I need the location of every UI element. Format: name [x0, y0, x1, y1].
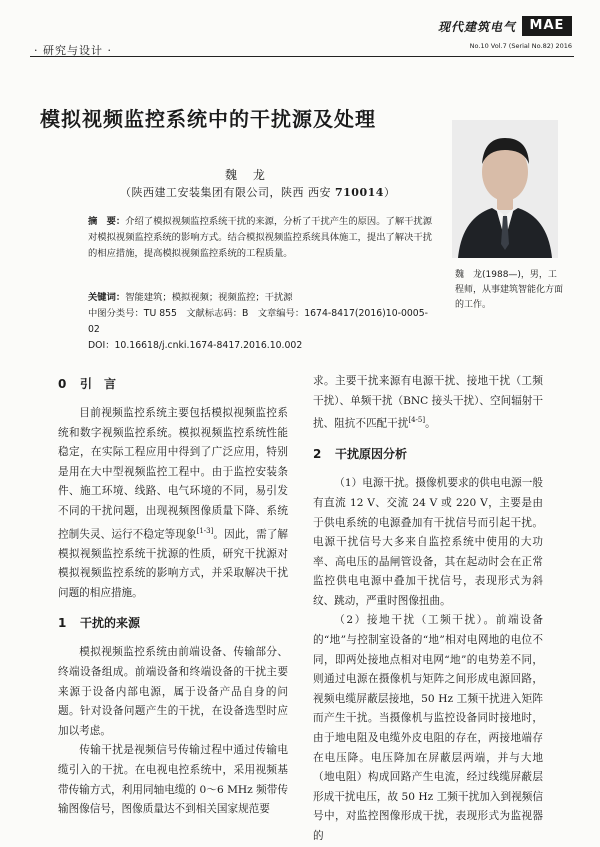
section1-paragraph-2: 传输干扰是视频信号传输过程中通过传输电缆引入的干扰。在电视电控系统中，采用视频基带传输方式，利用同轴电缆的 0～6 MHz 频带传输图像信号，图像质量达不到相关国家规范要	[58, 744, 288, 816]
section-heading-intro: 0 引 言	[58, 377, 117, 391]
header-rule	[30, 56, 574, 57]
section1-paragraph-1: 模拟视频监控系统由前端设备、传输部分、终端设备组成。前端设备和终端设备的干扰主要来源于设备内部电源，属于设备产品自身的问题。针对设备问题产生的干扰，在设备选型时应加以考虑。	[58, 646, 288, 737]
abstract-label: 摘 要：	[88, 216, 126, 227]
continued-paragraph: 求。主要干扰来源有电源干扰、接地干扰（工频干扰）、单频干扰（BNC 接头干扰）、空间辐射干扰、阻抗不匹配干扰[4-5]。	[313, 375, 543, 430]
journal-header	[382, 16, 572, 58]
right-column	[313, 372, 543, 847]
left-column	[58, 372, 288, 820]
affiliation-close: ）	[383, 186, 396, 199]
journal-issue: No.10 Vol.7 (Serial No.82) 2016	[469, 42, 572, 50]
abstract	[88, 214, 438, 262]
journal-logo: MAE	[522, 16, 572, 36]
paper-title: 模拟视频监控系统中的干扰源及处理	[40, 107, 376, 131]
section-heading-2: 2 干扰原因分析	[313, 447, 408, 462]
keywords-text: 智能建筑；模拟视频；视频监控；干扰源	[125, 292, 293, 303]
section-heading-1: 1 干扰的来源	[58, 616, 141, 631]
affiliation-postcode: 710014	[335, 186, 384, 199]
intro-paragraph: 目前视频监控系统主要包括模拟视频监控系统和数字视频监控系统。模拟视频监控系统性能稳定，在实际工程应用中得到了广泛应用，特别是用在大中型视频监控工程中。由于监控安装条件、施工环境、线路、电气环境的不同，易引发不同的干扰问题，出现视频图像质量下降、系统控制失灵、运行不稳定等现象[1-3]。因此，需了解模拟视频监控系统干扰源的性质，研究干扰源对模拟视频监控系统的影响方式，并采取解决干扰问题的相应措施。	[58, 407, 289, 599]
classification: 中图分类号：TU 855 文献标志码：B 文章编号：1674-8417(2016)10-0005-02	[88, 308, 428, 335]
affiliation-text: （陕西建工安装集团有限公司，陕西 西安	[120, 186, 335, 199]
keywords-label: 关键词：	[88, 292, 126, 303]
author-photo	[452, 120, 558, 258]
section2-paragraph-1: （1）电源干扰。摄像机要求的供电电源一般有直流 12 V、交流 24 V 或 220 V，主要是由于供电系统的电源叠加有干扰信号而引起干扰。电源干扰信号大多来自监控系统中使用的大功率、高电压的晶闸管设备，其在起动时会在正常监控供电电源中叠加干扰信号，表现形式为斜纹、跳动，严重时图像扭曲。	[313, 477, 543, 607]
citation: [4-5]	[408, 416, 426, 425]
journal-name: 现代建筑电气	[437, 20, 516, 34]
affiliation	[120, 184, 395, 200]
section2-paragraph-2: （2）接地干扰（工频干扰）。前端设备的“地”与控制室设备的“地”相对电网地的电位不同，即两处接地点相对电网“地”的电势差不同，则通过电源在摄像机与矩阵之间形成电源回路，视频电缆屏蔽层接地，50 Hz 工频干扰进入矩阵而产生干扰。当摄像机与监控设备同时接地时，由于地电阻及电缆外皮电阻的存在，两接地端存在电压降。电压降加在屏蔽层两端，并与大地（地电阻）构成回路产生电流，经过线缆屏蔽层形成干扰电压，故 50 Hz 工频干扰加入到视频信号中，对监控图像形成干扰，表现形式为监视器的	[313, 614, 543, 842]
author-bio: 魏 龙(1988—)，男，工程师，从事建筑智能化方面的工作。	[455, 270, 564, 310]
section-tag: · 研究与设计 ·	[34, 44, 112, 57]
abstract-text: 介绍了模拟视频监控系统干扰的来源，分析了干扰产生的原因。了解干扰源对模拟视频监控系统的影响方式。结合模拟视频监控系统具体施工，提出了解决干扰的相应措施，提高模拟视频监控系统的工程质量。	[88, 216, 433, 259]
citation: [1-3]	[196, 526, 214, 535]
author-name: 魏 龙	[225, 168, 271, 182]
keywords-block	[88, 290, 438, 354]
doi: DOI：10.16618/j.cnki.1674-8417.2016.10.002	[88, 340, 303, 351]
